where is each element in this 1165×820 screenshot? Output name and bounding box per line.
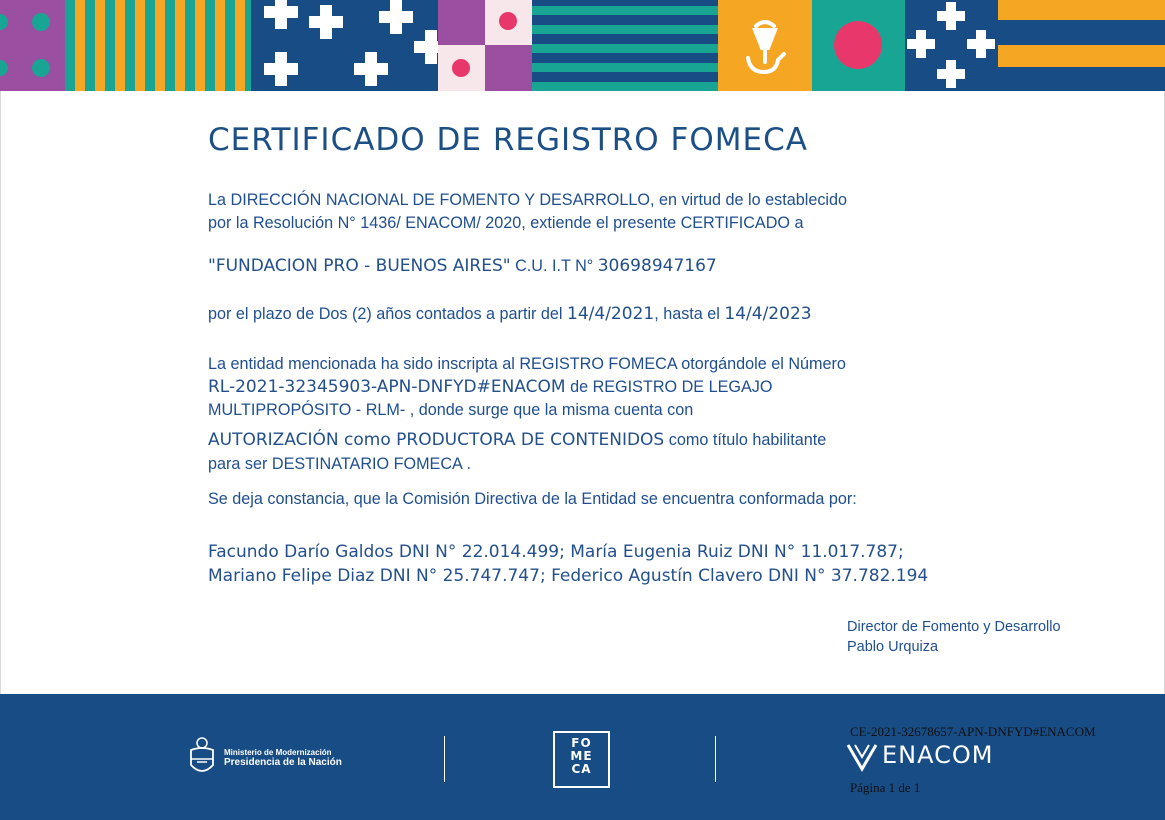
fomeca-logo — [553, 731, 610, 788]
cuit-label: C.U. I.T N° — [515, 257, 594, 275]
intro-line-1: La DIRECCIÓN NACIONAL DE FOMENTO Y DESARROLLO, en virtud de lo establecido — [208, 191, 848, 209]
period-line — [208, 303, 812, 326]
registry-line-1: La entidad mencionada ha sido inscripta al REGISTRO FOMECA otorgándole el Número — [208, 355, 846, 373]
signature-role: Director de Fomento y Desarrollo — [847, 619, 1061, 635]
registry-line-3: MULTIPROPÓSITO - RLM- , donde surge que la misma cuenta con — [208, 401, 694, 419]
page-title: CERTIFICADO DE REGISTRO FOMECA — [208, 122, 808, 158]
page-number: Página 1 de 1 — [850, 780, 921, 795]
period-text: por el plazo de Dos (2) años contados a partir del — [208, 305, 563, 323]
authorization-text: AUTORIZACIÓN como PRODUCTORA DE CONTENIDOS — [208, 430, 665, 450]
signature-name: Pablo Urquiza — [847, 639, 939, 655]
end-date: 14/4/2023 — [724, 304, 812, 324]
start-date: 14/4/2021 — [567, 304, 655, 324]
registry-line-2 — [208, 376, 772, 399]
ministry-line-2: Presidencia de la Nación — [224, 757, 342, 768]
enacom-logo-icon — [846, 743, 878, 773]
members-line-2: Mariano Felipe Diaz DNI N° 25.747.747; Federico Agustín Clavero DNI N° 37.782.194 — [208, 566, 929, 586]
members-line-1: Facundo Darío Galdos DNI N° 22.014.499; María Eugenia Ruiz DNI N° 11.017.787; — [208, 542, 904, 562]
registry-number: RL-2021-32345903-APN-DNFYD#ENACOM — [208, 377, 566, 397]
footer-divider-left — [444, 736, 445, 782]
argentina-shield-icon — [188, 735, 216, 777]
fomeca-logo-line-1: FO — [571, 736, 592, 750]
fomeca-logo-line-3: CA — [571, 762, 592, 776]
authorization-suffix: como título habilitante — [668, 431, 827, 449]
enacom-logo-text: ENACOM — [882, 741, 994, 769]
entity-name: "FUNDACION PRO - BUENOS AIRES" — [208, 256, 511, 276]
document-id: CE-2021-32678657-APN-DNFYD#ENACOM — [850, 724, 1096, 739]
intro-line-2: por la Resolución N° 1436/ ENACOM/ 2020, extiende el presente CERTIFICADO a — [208, 214, 804, 232]
cuit-number: 30698947167 — [597, 256, 717, 276]
fomeca-logo-line-2: ME — [570, 749, 593, 763]
board-intro: Se deja constancia, que la Comisión Directiva de la Entidad se encuentra conformada por: — [208, 490, 857, 508]
until-text: , hasta el — [654, 305, 720, 323]
registry-suffix: de REGISTRO DE LEGAJO — [570, 378, 773, 396]
entity-line — [208, 255, 717, 278]
ministry-line-1: Ministerio de Modernización — [224, 748, 332, 757]
footer-divider-right — [715, 736, 716, 782]
recipient-line: para ser DESTINATARIO FOMECA . — [208, 455, 471, 473]
banner-pattern — [0, 0, 1165, 91]
decorative-banner — [0, 0, 1165, 91]
authorization-line — [208, 429, 826, 452]
